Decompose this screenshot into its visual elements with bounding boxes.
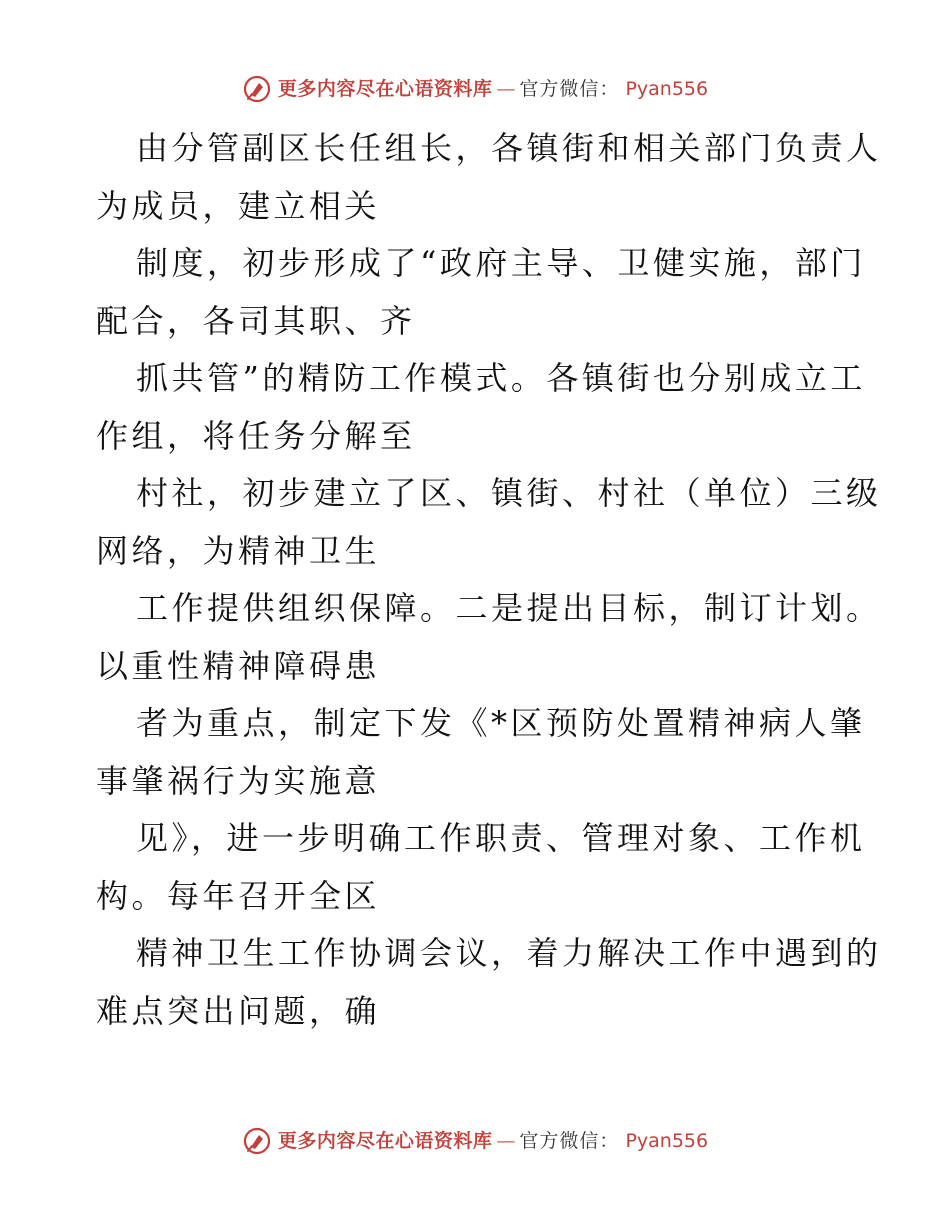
watermark-account: Pyan556 (625, 78, 709, 100)
text-line: 以重性精神障碍患 (96, 646, 381, 685)
text-line: 作组，将任务分解至 (96, 416, 416, 455)
document-body (96, 120, 882, 1040)
text-line: 由分管副区长任组长，各镇街和相关部门负责人 (136, 129, 882, 167)
watermark-brand: 更多内容尽在心语资料库 (277, 1130, 493, 1152)
text-line: 制度，初步形成了“政府主导、卫健实施，部门 (136, 244, 866, 282)
watermark-separator: — (496, 78, 516, 100)
text-line: 者为重点，制定下发《*区预防处置精神病人肇 (136, 704, 866, 742)
header-watermark (0, 74, 950, 104)
watermark-official-label: 官方微信： (519, 1130, 620, 1152)
text-line: 为成员，建立相关 (96, 186, 381, 225)
text-line: 网络，为精神卫生 (96, 531, 381, 570)
text-line: 村社，初步建立了区、镇街、村社（单位）三级 (136, 474, 882, 512)
text-line: 抓共管”的精防工作模式。各镇街也分别成立工 (136, 359, 866, 397)
text-line: 难点突出问题，确 (96, 991, 381, 1030)
watermark-official-label: 官方微信： (519, 78, 620, 100)
text-line: 事肇祸行为实施意 (96, 761, 381, 800)
text-line: 工作提供组织保障。二是提出目标，制订计划。 (136, 589, 882, 627)
text-line: 见》，进一步明确工作职责、管理对象、工作机 (136, 819, 866, 857)
text-line: 构。每年召开全区 (96, 876, 381, 915)
text-line: 精神卫生工作协调会议，着力解决工作中遇到的 (136, 934, 882, 972)
pen-nib-logo-icon (242, 74, 272, 104)
watermark-separator: — (496, 1130, 516, 1152)
pen-nib-logo-icon (242, 1126, 272, 1156)
watermark-account: Pyan556 (625, 1130, 709, 1152)
text-line: 配合，各司其职、齐 (96, 301, 416, 340)
footer-watermark (0, 1126, 950, 1156)
watermark-brand: 更多内容尽在心语资料库 (277, 78, 493, 100)
